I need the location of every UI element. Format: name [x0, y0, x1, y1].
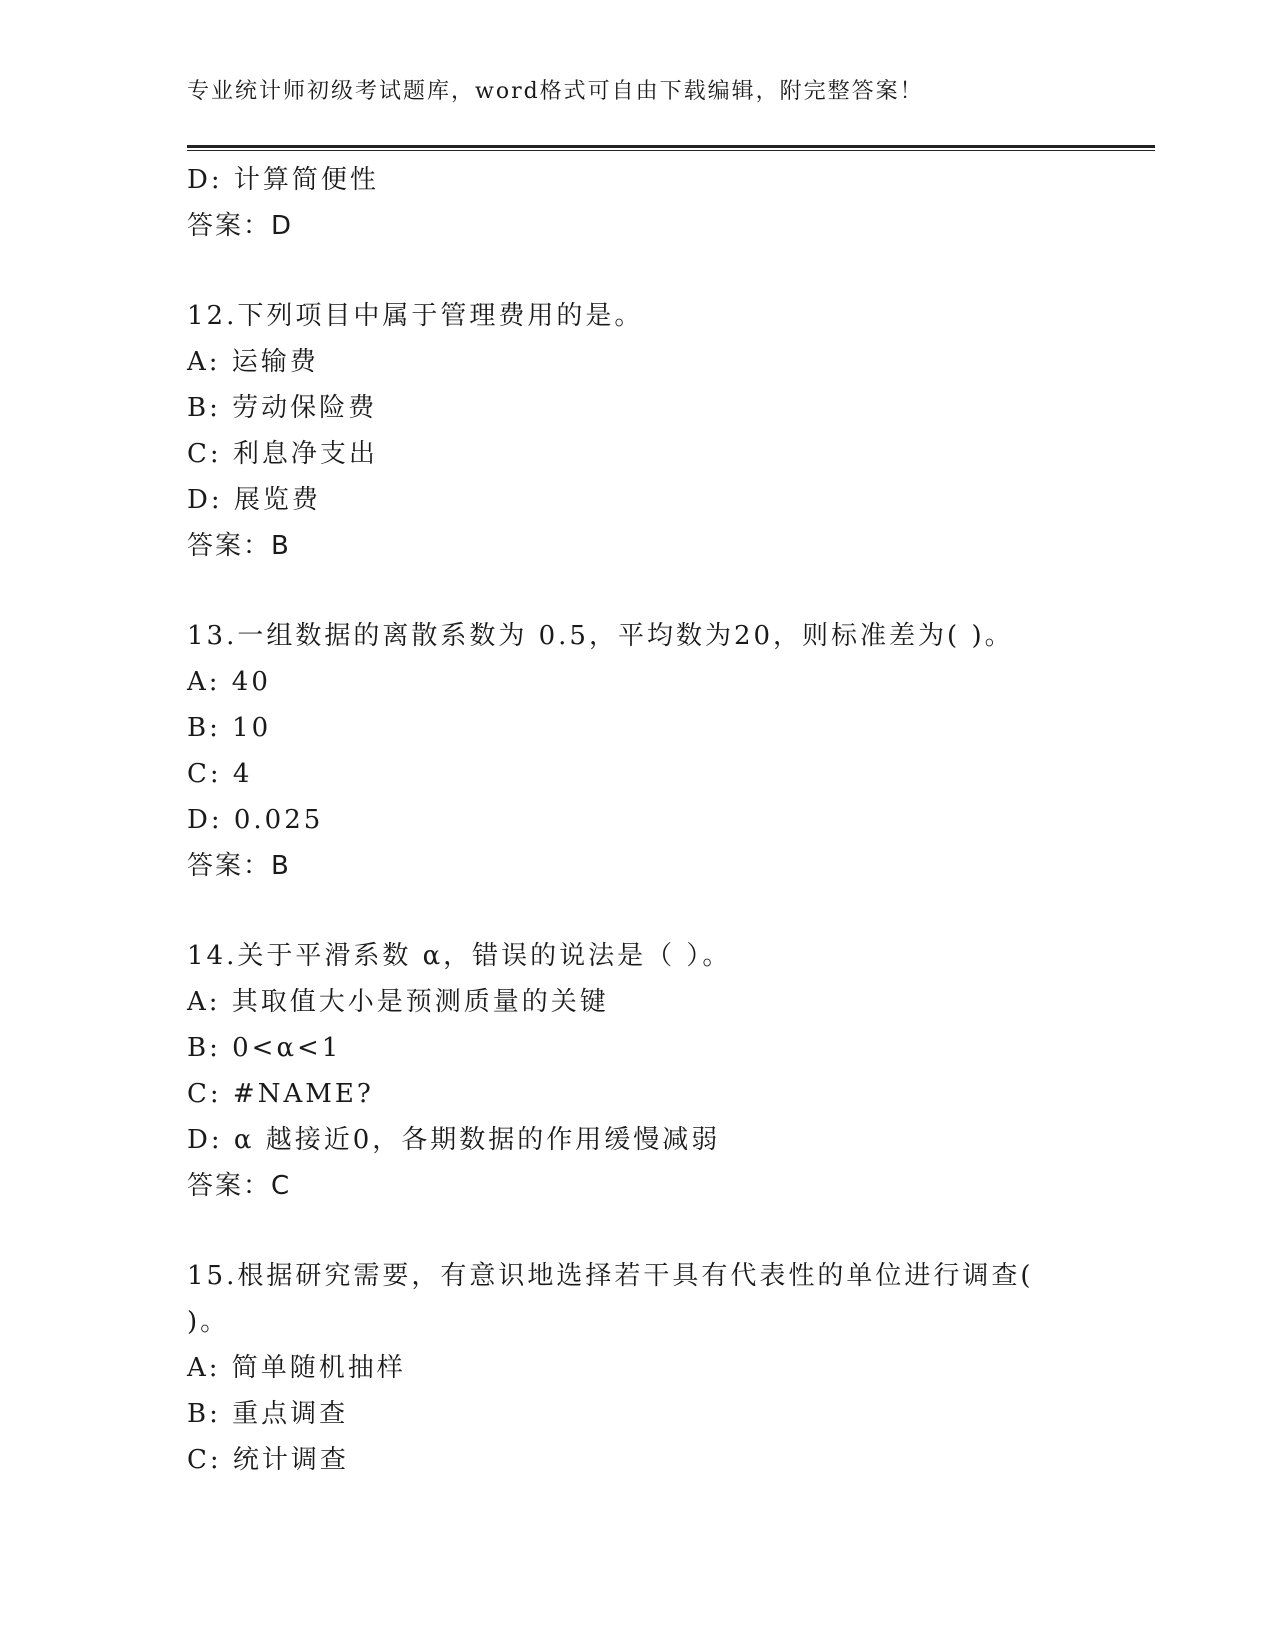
spacer — [187, 889, 1155, 933]
answer: 答案：B — [187, 851, 291, 881]
answer: 答案：C — [187, 1171, 292, 1201]
answer: 答案：B — [187, 531, 291, 561]
answer: 答案：D — [187, 211, 294, 241]
question-14 — [187, 933, 1155, 1209]
question-prev — [187, 157, 1155, 249]
option-c: C: 4 — [187, 759, 253, 789]
option-b: B: 10 — [187, 713, 272, 743]
option-d: D: 展览费 — [187, 485, 321, 515]
question-13 — [187, 613, 1155, 889]
option-b: B: 0<α<1 — [187, 1033, 342, 1063]
option-a: A: 简单随机抽样 — [187, 1353, 406, 1383]
option-a: A: 其取值大小是预测质量的关键 — [187, 987, 609, 1017]
question-stem: 13.一组数据的离散系数为 0.5，平均数为20，则标准差为( )。 — [187, 621, 1014, 651]
option-a: A: 运输费 — [187, 347, 319, 377]
spacer — [187, 249, 1155, 293]
page-header: 专业统计师初级考试题库，word格式可自由下载编辑，附完整答案！ — [187, 79, 924, 104]
question-stem: 15.根据研究需要，有意识地选择若干具有代表性的单位进行调查( — [187, 1261, 1034, 1291]
document-body — [187, 157, 1155, 1483]
question-12 — [187, 293, 1155, 569]
option-c: C: #NAME? — [187, 1079, 374, 1109]
option-a: A: 40 — [187, 667, 271, 697]
question-15 — [187, 1253, 1155, 1483]
option-c: C: 统计调查 — [187, 1445, 349, 1475]
option-d: D: 0.025 — [187, 805, 324, 835]
option-b: B: 重点调查 — [187, 1399, 349, 1429]
option-d: D: 计算简便性 — [187, 165, 379, 195]
question-stem-continued: )。 — [187, 1307, 230, 1337]
spacer — [187, 569, 1155, 613]
option-d: D: α 越接近0，各期数据的作用缓慢减弱 — [187, 1125, 721, 1155]
spacer — [187, 1209, 1155, 1253]
option-c: C: 利息净支出 — [187, 439, 378, 469]
option-b: B: 劳动保险费 — [187, 393, 378, 423]
question-stem: 12.下列项目中属于管理费用的是。 — [187, 301, 644, 331]
header-rule — [187, 145, 1155, 151]
question-stem: 14.关于平滑系数 α，错误的说法是（ ）。 — [187, 941, 732, 971]
